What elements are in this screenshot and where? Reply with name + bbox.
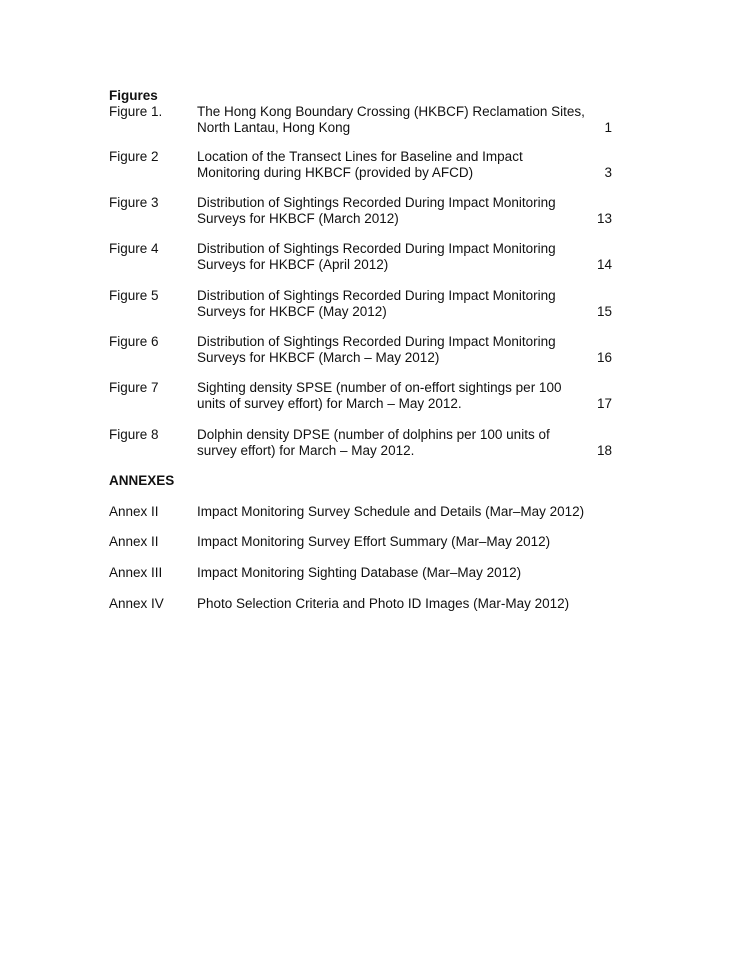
figure-description xyxy=(197,334,592,366)
figure-description-line: Distribution of Sightings Recorded During Impact Monitoring xyxy=(197,241,556,256)
figure-description-line: survey effort) for March – May 2012. xyxy=(197,443,415,458)
annex-description xyxy=(197,565,592,581)
figure-description xyxy=(197,288,592,320)
figure-page-number: 14 xyxy=(596,257,612,272)
figure-description-line: The Hong Kong Boundary Crossing (HKBCF) Reclamation Sites, xyxy=(197,104,585,119)
annex-description-text: Impact Monitoring Survey Effort Summary (Mar–May 2012) xyxy=(197,534,551,549)
figure-description xyxy=(197,380,592,412)
figure-description-line: Surveys for HKBCF (March 2012) xyxy=(197,211,399,226)
figure-description xyxy=(197,195,592,227)
figure-description-line: Location of the Transect Lines for Baseline and Impact xyxy=(197,149,523,164)
annex-description xyxy=(197,534,592,550)
figure-description-line: units of survey effort) for March – May 2012. xyxy=(197,396,462,411)
figure-label: Figure 6 xyxy=(109,334,159,349)
figure-label: Figure 4 xyxy=(109,241,159,256)
figure-page-number: 1 xyxy=(604,120,612,135)
figure-description-line: Distribution of Sightings Recorded During Impact Monitoring xyxy=(197,195,556,210)
annex-description-text: Impact Monitoring Sighting Database (Mar–May 2012) xyxy=(197,565,522,580)
annex-description xyxy=(197,596,592,612)
figure-label: Figure 5 xyxy=(109,288,159,303)
figure-description-line: Sighting density SPSE (number of on-effort sightings per 100 xyxy=(197,380,562,395)
figure-page-number: 16 xyxy=(596,350,612,365)
annex-label: Annex III xyxy=(109,565,163,580)
annex-label: Annex II xyxy=(109,534,159,549)
figure-description-line: Surveys for HKBCF (March – May 2012) xyxy=(197,350,440,365)
annex-description xyxy=(197,504,592,520)
figures-heading: Figures xyxy=(109,88,158,103)
figure-description-line: Distribution of Sightings Recorded During Impact Monitoring xyxy=(197,334,556,349)
figure-label: Figure 8 xyxy=(109,427,159,442)
figure-description-line: Surveys for HKBCF (May 2012) xyxy=(197,304,387,319)
annex-label: Annex II xyxy=(109,504,159,519)
figure-label: Figure 3 xyxy=(109,195,159,210)
figure-description-line: Surveys for HKBCF (April 2012) xyxy=(197,257,389,272)
figure-page-number: 17 xyxy=(596,396,612,411)
figure-page-number: 13 xyxy=(596,211,612,226)
annex-description-text: Impact Monitoring Survey Schedule and Details (Mar–May 2012) xyxy=(197,504,585,519)
figure-description-line: North Lantau, Hong Kong xyxy=(197,120,351,135)
figure-description xyxy=(197,149,592,181)
figure-description xyxy=(197,241,592,273)
figure-page-number: 3 xyxy=(604,165,612,180)
annex-description-text: Photo Selection Criteria and Photo ID Images (Mar-May 2012) xyxy=(197,596,570,611)
figure-description-line: Distribution of Sightings Recorded During Impact Monitoring xyxy=(197,288,556,303)
figure-label: Figure 1. xyxy=(109,104,163,119)
figure-description xyxy=(197,427,592,459)
figure-description-line: Monitoring during HKBCF (provided by AFCD) xyxy=(197,165,474,180)
figure-page-number: 18 xyxy=(596,443,612,458)
figure-label: Figure 2 xyxy=(109,149,159,164)
figure-description xyxy=(197,104,592,136)
figure-page-number: 15 xyxy=(596,304,612,319)
figure-description-line: Dolphin density DPSE (number of dolphins per 100 units of xyxy=(197,427,550,442)
annex-label: Annex IV xyxy=(109,596,164,611)
annexes-heading: ANNEXES xyxy=(109,473,175,488)
figure-label: Figure 7 xyxy=(109,380,159,395)
